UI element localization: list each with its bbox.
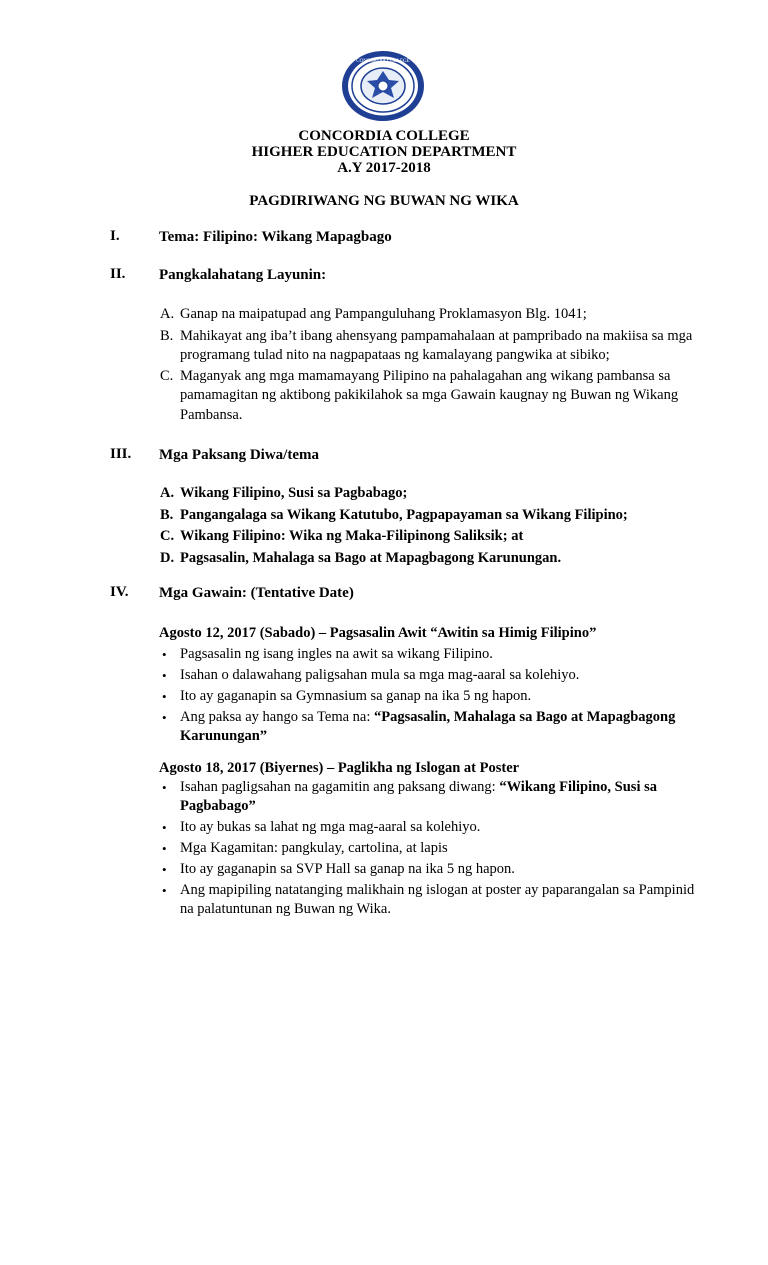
item-text: Mahikayat ang iba’t ibang ahensyang pampamahalaan at pampribado na makiisa sa mga programang tulad nito na nagpapataas ng kamalayang pangwika at sibiko; [180, 327, 693, 363]
item-text: Ito ay bukas sa lahat ng mga mag-aaral sa kolehiyo. [180, 819, 481, 835]
item-text: Maganyak ang mga mamamayang Pilipino na pahalagahan ang wikang pambansa sa pamamagitan ng aktibong pakikilahok sa mga Gawain kaugnay ng Buwan ng Wikang Pambansa. [180, 367, 679, 423]
event-2-bullets [160, 778, 700, 921]
list-item [160, 305, 700, 325]
college-name: CONCORDIA COLLEGE [298, 128, 470, 144]
section-3-title: Mga Paksang Diwa/tema [159, 447, 319, 463]
item-label: D. [160, 549, 175, 566]
bullet-icon: • [162, 883, 167, 898]
themes-list [160, 484, 700, 568]
item-text: Mga Kagamitan: pangkulay, cartolina, at lapis [180, 840, 448, 856]
item-bold: “Wikang Filipino, Susi sa Pagbabago” [180, 779, 657, 814]
item-text: Wikang Filipino: Wika ng Maka-Filipinong Saliksik; at [180, 528, 524, 544]
bullet-icon: • [162, 668, 167, 683]
item-label: C. [160, 367, 174, 384]
bullet-icon: • [162, 820, 167, 835]
list-item [160, 687, 700, 706]
item-label: B. [160, 327, 174, 344]
section-2-title: Pangkalahatang Layunin: [159, 267, 327, 283]
item-text: Pagsasalin, Mahalaga sa Bago at Mapagbagong Karunungan. [180, 549, 562, 566]
event-2-heading: Agosto 18, 2017 (Biyernes) – Paglikha ng Islogan at Poster [159, 760, 520, 776]
event-1-bullets [160, 645, 700, 748]
academic-year: A.Y 2017-2018 [337, 160, 431, 176]
bullet-icon: • [162, 647, 167, 662]
bullet-icon: • [162, 689, 167, 704]
list-item [160, 484, 700, 504]
section-3-number: III. [110, 446, 132, 462]
list-item [160, 881, 700, 919]
list-item [160, 839, 700, 858]
item-text: Ito ay gaganapin sa Gymnasium sa ganap na ika 5 ng hapon. [180, 688, 532, 704]
list-item [160, 506, 700, 526]
item-text: Ito ay gaganapin sa SVP Hall sa ganap na ika 5 ng hapon. [180, 861, 515, 877]
objectives-list [160, 305, 700, 425]
department-name: HIGHER EDUCATION DEPARTMENT [251, 144, 517, 160]
college-seal-logo [341, 50, 425, 122]
item-label: B. [160, 506, 174, 523]
bullet-icon: • [162, 780, 167, 795]
section-1-title: Tema: Filipino: Wikang Mapagbago [159, 229, 392, 245]
bullet-icon: • [162, 862, 167, 877]
list-item [160, 527, 700, 547]
list-item [160, 645, 700, 664]
item-text [180, 708, 700, 746]
item-label: A. [160, 306, 175, 322]
list-item [160, 860, 700, 879]
section-1-number: I. [110, 228, 120, 244]
event-title: PAGDIRIWANG NG BUWAN NG WIKA [249, 193, 519, 209]
section-2-number: II. [110, 266, 126, 282]
item-prefix: Ang paksa ay hango sa Tema na: [180, 709, 375, 725]
list-item [160, 666, 700, 685]
item-bold: “Pagsasalin, Mahalaga sa Bago at Mapagbagong Karunungan” [180, 709, 676, 744]
list-item [160, 778, 700, 816]
item-text: Pagsasalin ng isang ingles na awit sa wikang Filipino. [180, 646, 493, 662]
list-item [160, 327, 700, 366]
section-4-title: Mga Gawain: (Tentative Date) [159, 585, 354, 601]
bullet-icon: • [162, 841, 167, 856]
event-1-heading: Agosto 12, 2017 (Sabado) – Pagsasalin Awit “Awitin sa Himig Filipino” [159, 625, 597, 641]
item-text [180, 778, 700, 816]
seal-text: CONCORDIA COLLEGE [356, 59, 410, 64]
section-4-number: IV. [110, 584, 129, 600]
item-text: Isahan o dalawahang paligsahan mula sa mga mag-aaral sa kolehiyo. [180, 667, 580, 683]
item-label: A. [160, 485, 175, 501]
bullet-icon: • [162, 710, 167, 725]
item-text: Ganap na maipatupad ang Pampanguluhang Proklamasyon Blg. 1041; [180, 306, 587, 322]
list-item [160, 818, 700, 837]
item-text: Pangangalaga sa Wikang Katutubo, Pagpapayaman sa Wikang Filipino; [180, 506, 628, 523]
item-prefix: Isahan pagligsahan na gagamitin ang paksang diwang: [180, 779, 500, 795]
item-text: Wikang Filipino, Susi sa Pagbabago; [180, 485, 408, 501]
list-item [160, 708, 700, 746]
list-item [160, 549, 700, 569]
list-item [160, 367, 700, 426]
item-text: Ang mapipiling natatanging malikhain ng islogan at poster ay paparangalan sa Pampinid na palatuntunan ng Buwan ng Wika. [180, 882, 695, 917]
item-label: C. [160, 528, 175, 544]
